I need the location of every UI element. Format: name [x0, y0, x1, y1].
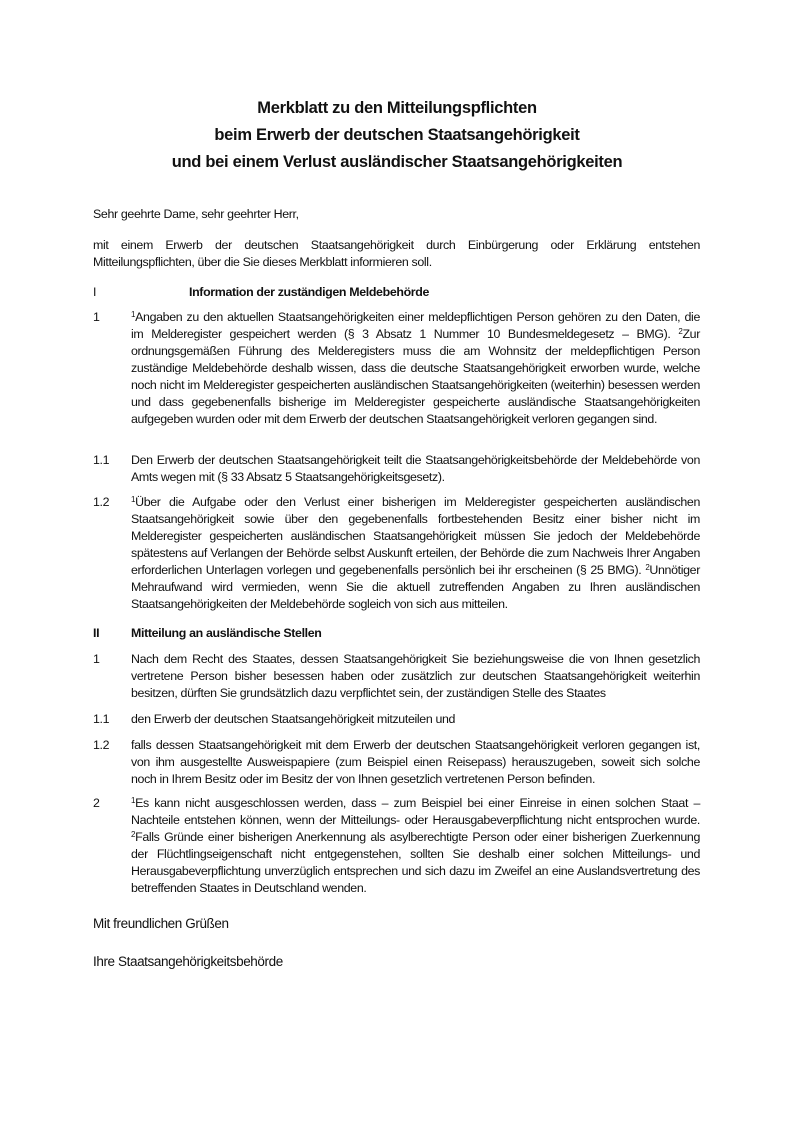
section-2-heading	[93, 625, 700, 642]
title-line-1: Merkblatt zu den Mitteilungspflichten	[257, 99, 537, 117]
title-line-2: beim Erwerb der deutschen Staatsangehörigkeit	[214, 126, 580, 144]
section-1-heading	[93, 284, 700, 301]
section-2-item-1-2	[93, 737, 700, 788]
sentence-marker: 2	[131, 830, 136, 839]
closing-greeting: Mit freundlichen Grüßen	[93, 916, 229, 931]
section-title: Information der zuständigen Meldebehörde	[189, 285, 430, 299]
sentence-marker: 2	[678, 327, 683, 336]
sentence-marker: 2	[645, 563, 650, 572]
sentence-marker: 1	[131, 310, 136, 319]
section-1-item-1-2	[93, 494, 700, 613]
item-number: 1	[93, 652, 100, 666]
section-number: II	[93, 626, 100, 640]
item-number: 2	[93, 796, 100, 810]
item-number: 1	[93, 310, 100, 324]
item-text: $^1$Es kann nicht ausgeschlossen werden, dass – zum Beispiel bei einer Einreise in einen solchen Staat – Nachteile entstehen können, wenn der Mitteilungs- oder Herausgabeverpflichtung nicht entsprochen wurde. $^2$Falls Gründe einer bisherigen Anerkennung als asylberechtigte Person oder einer bisherigen Zuerkennung der Flüchtlingseigenschaft nicht entgegenstehen, sollten Sie deshalb einer solchen Mitteilungs- und Herausgabeverpflichtung unverzüglich entsprechen und sich dazu im Zweifel an eine Auslandsvertretung des betreffenden Staates in Deutschland wenden.	[131, 796, 700, 895]
section-title: Mitteilung an ausländische Stellen	[131, 626, 322, 640]
item-text: falls dessen Staatsangehörigkeit mit dem Erwerb der deutschen Staatsangehörigkeit verloren gegangen ist, von ihm ausgestellte Ausweispapiere (zum Beispiel einen Reisepass) herauszugeben, soweit sich solche noch in Ihrem Besitz oder im Besitz der von Ihnen gesetzlich vertretenen Person befinden.	[131, 738, 700, 786]
title-line-3: und bei einem Verlust ausländischer Staatsangehörigkeiten	[171, 153, 623, 171]
item-text: $^1$Angaben zu den aktuellen Staatsangehörigkeiten einer meldepflichtigen Person gehören zu den Daten, die im Melderegister gespeichert werden (§ 3 Absatz 1 Nummer 10 Bundesmeldegesetz – BMG). $^2$Zur ordnungsgemäßen Führung des Melderegisters muss die am Wohnsitz der meldepflichtigen Person zuständige Meldebehörde deshalb wissen, dass die deutsche Staatsangehörigkeit erworben wurde, welche noch nicht im Melderegister gespeicherten ausländischen Staatsangehörigkeiten (weiterhin) besessen werden und dass gegebenenfalls bisherige im Melderegister gespeicherte ausländische Staatsangehörigkeiten aufgegeben wurden oder mit dem Erwerb der deutschen Staatsangehörigkeit verloren gegangen sind.	[131, 310, 700, 426]
item-text: Nach dem Recht des Staates, dessen Staatsangehörigkeit Sie beziehungsweise die von Ihnen gesetzlich vertretene Person bisher besessen haben oder zusätzlich zur deutschen Staatsangehörigkeit weiterhin besitzen, dürften Sie grundsätzlich dazu verpflichtet sein, der zuständigen Stelle des Staates	[131, 652, 700, 700]
item-text: Den Erwerb der deutschen Staatsangehörigkeit teilt die Staatsangehörigkeitsbehörde der Meldebehörde von Amts wegen mit (§ 33 Absatz 5 Staatsangehörigkeitsgesetz).	[131, 453, 700, 484]
sentence-marker: 1	[131, 796, 136, 805]
section-number: I	[93, 285, 97, 299]
sentence-marker: 1	[131, 495, 136, 504]
salutation: Sehr geehrte Dame, sehr geehrter Herr,	[93, 207, 299, 221]
item-number: 1.1	[93, 453, 110, 467]
item-number: 1.2	[93, 495, 110, 509]
item-number: 1.2	[93, 738, 110, 752]
item-text: $^1$Über die Aufgabe oder den Verlust einer bisherigen im Melderegister gespeicherten ausländischen Staatsangehörigkeit sowie über den gegebenenfalls fortbestehenden Besitz einer bisher nicht im Melderegister gespeicherten ausländischen Staatsangehörigkeit müssen Sie jedoch der Meldebehörde spätestens auf Verlangen der Behörde selbst Auskunft erteilen, der Behörde die zum Nachweis Ihrer Angaben erforderlichen Unterlagen vorlegen und gegebenenfalls persönlich bei ihr erscheinen (§ 25 BMG). $^2$Unnötiger Mehraufwand wird vermieden, wenn Sie die aktuell zutreffenden Angaben zu Ihren ausländischen Staatsangehörigkeiten der Meldebehörde sogleich von sich aus mitteilen.	[131, 495, 700, 611]
intro-paragraph: mit einem Erwerb der deutschen Staatsangehörigkeit durch Einbürgerung oder Erklärung entstehen Mitteilungspflichten, über die Sie dieses Merkblatt informieren soll.	[93, 238, 700, 269]
item-number: 1.1	[93, 712, 110, 726]
signature: Ihre Staatsangehörigkeitsbehörde	[93, 954, 283, 969]
section-2-item-1-1	[93, 711, 700, 728]
section-1-item-1	[93, 309, 700, 428]
item-text: den Erwerb der deutschen Staatsangehörigkeit mitzuteilen und	[131, 712, 456, 726]
section-2-item-1	[93, 651, 700, 702]
section-1-item-1-1	[93, 452, 700, 486]
section-2-item-2	[93, 795, 700, 897]
